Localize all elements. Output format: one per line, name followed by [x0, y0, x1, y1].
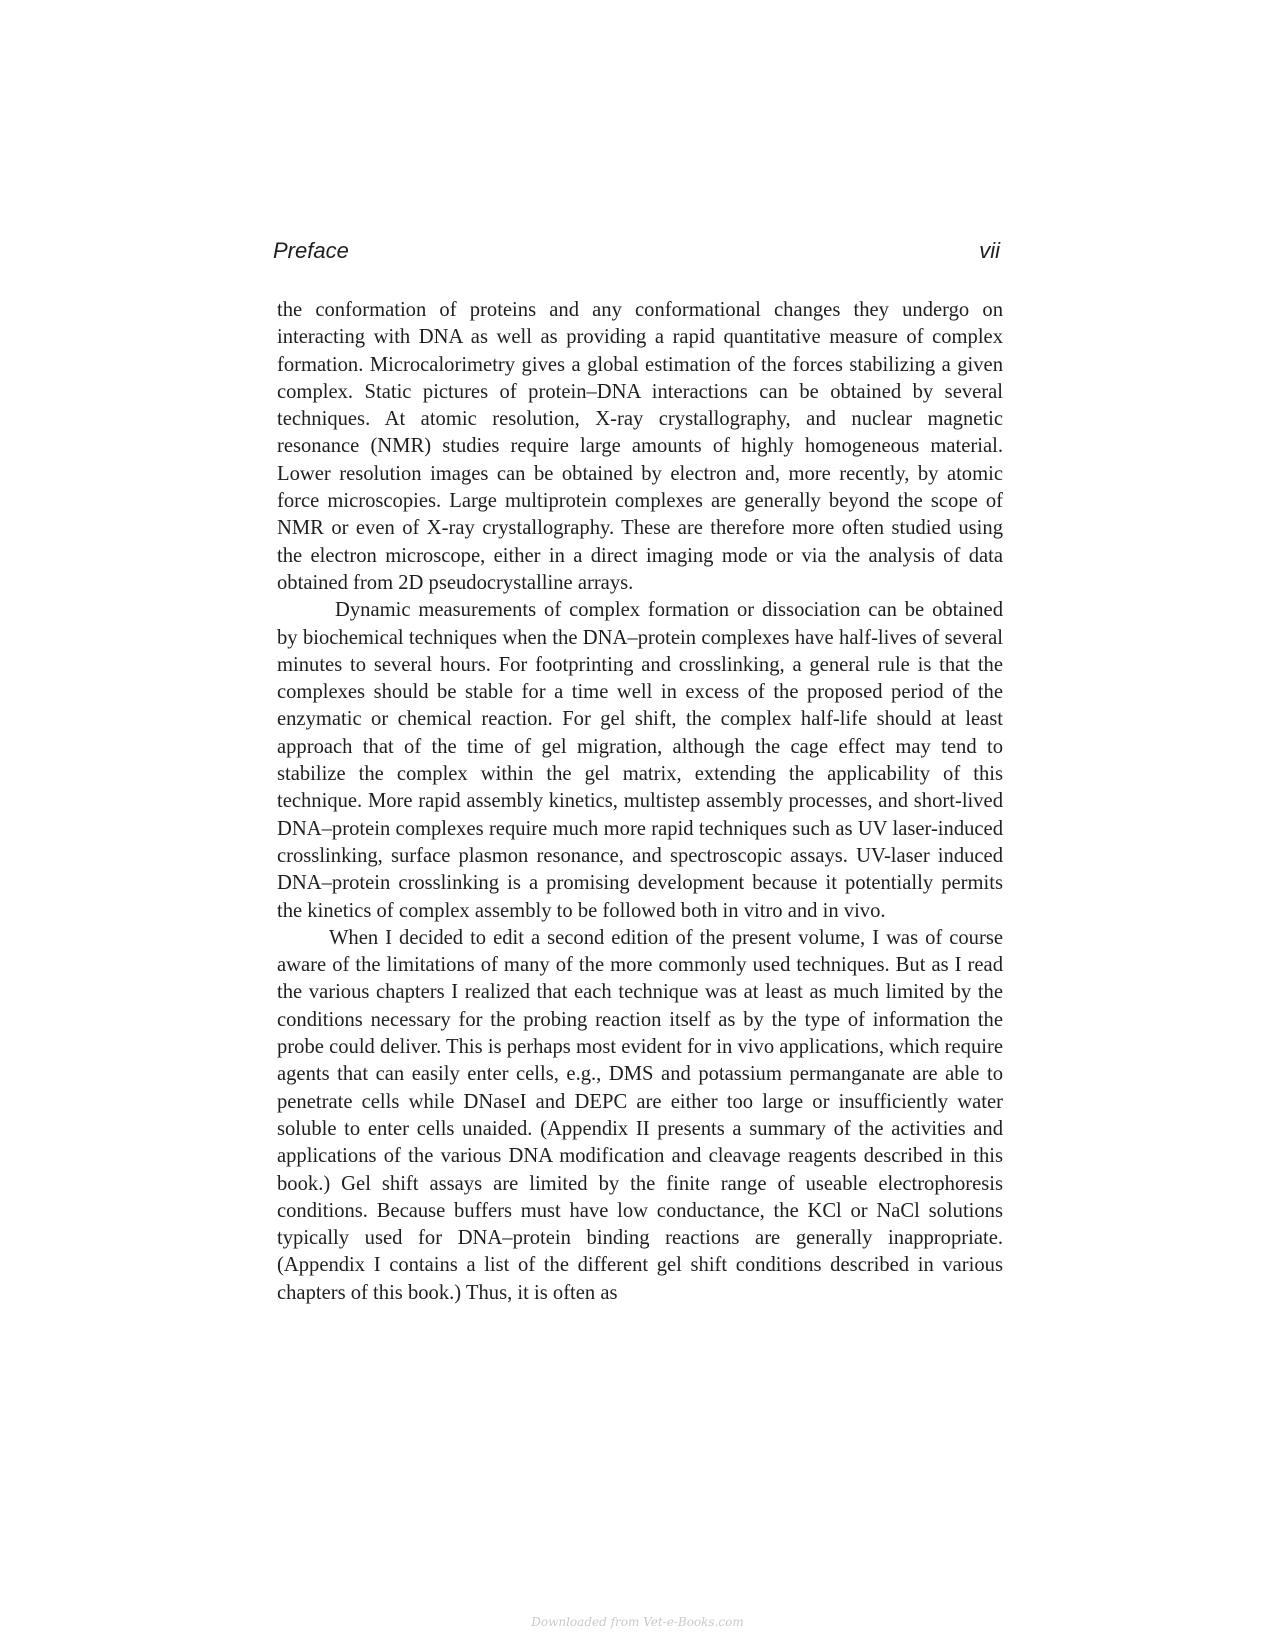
- paragraph-continued: the conformation of proteins and any conformational changes they undergo on interacting with DNA as well as providing a rapid quantitative measure of complex formation. Microcalorimetry gives a global estimation of the forces stabilizing a given complex. Static pictures of protein–DNA interactions can be obtained by several techniques. At atomic resolution, X-ray crystallography, and nuclear magnetic resonance (NMR) studies require large amounts of highly homogeneous material. Lower resolution images can be obtained by electron and, more recently, by atomic force microscopies. Large multiprotein complexes are generally beyond the scope of NMR or even of X-ray crystallography. These are therefore more often studied using the electron microscope, either in a direct imaging mode or via the analysis of data obtained from 2D pseudocrystalline arrays.: [277, 299, 1003, 594]
- download-watermark: Downloaded from Vet-e-Books.com: [531, 1615, 744, 1629]
- body-text: [277, 297, 1003, 1307]
- paragraph: When I decided to edit a second edition of the present volume, I was of course aware of the limitations of many of the more commonly used techniques. But as I read the various chapters I realized that each technique was at least as much limited by the conditions necessary for the probing reaction itself as by the type of information the probe could deliver. This is perhaps most evident for in vivo applications, which require agents that can easily enter cells, e.g., DMS and potassium permanganate are able to penetrate cells while DNaseI and DEPC are either too large or insufficiently water soluble to enter cells unaided. (Appendix II presents a summary of the activities and applications of the various DNA modification and cleavage reagents described in this book.) Gel shift assays are limited by the finite range of useable electrophoresis conditions. Because buffers must have low conductance, the KCl or NaCl solutions typically used for DNA–protein binding reactions are generally inappropriate. (Appendix I contains a list of the different gel shift conditions described in various chapters of this book.) Thus, it is often as: [277, 926, 1003, 1304]
- running-head: [273, 236, 1003, 266]
- paragraph: Dynamic measurements of complex formation or dissociation can be obtained by biochemical techniques when the DNA–protein complexes have half-lives of several minutes to several hours. For footprinting and crosslinking, a general rule is that the complexes should be stable for a time well in excess of the proposed period of the enzymatic or chemical reaction. For gel shift, the complex half-life should at least approach that of the time of gel migration, although the cage effect may tend to stabilize the complex within the gel matrix, extending the applicability of this technique. More rapid assembly kinetics, multistep assembly processes, and short-lived DNA–protein complexes require much more rapid techniques such as UV laser-induced crosslinking, surface plasmon resonance, and spectroscopic assays. UV-laser induced DNA–protein crosslinking is a promising development because it potentially permits the kinetics of complex assembly to be followed both in vitro and in vivo.: [277, 599, 1003, 922]
- running-head-title: Preface: [273, 238, 349, 263]
- page-number: vii: [979, 238, 1000, 263]
